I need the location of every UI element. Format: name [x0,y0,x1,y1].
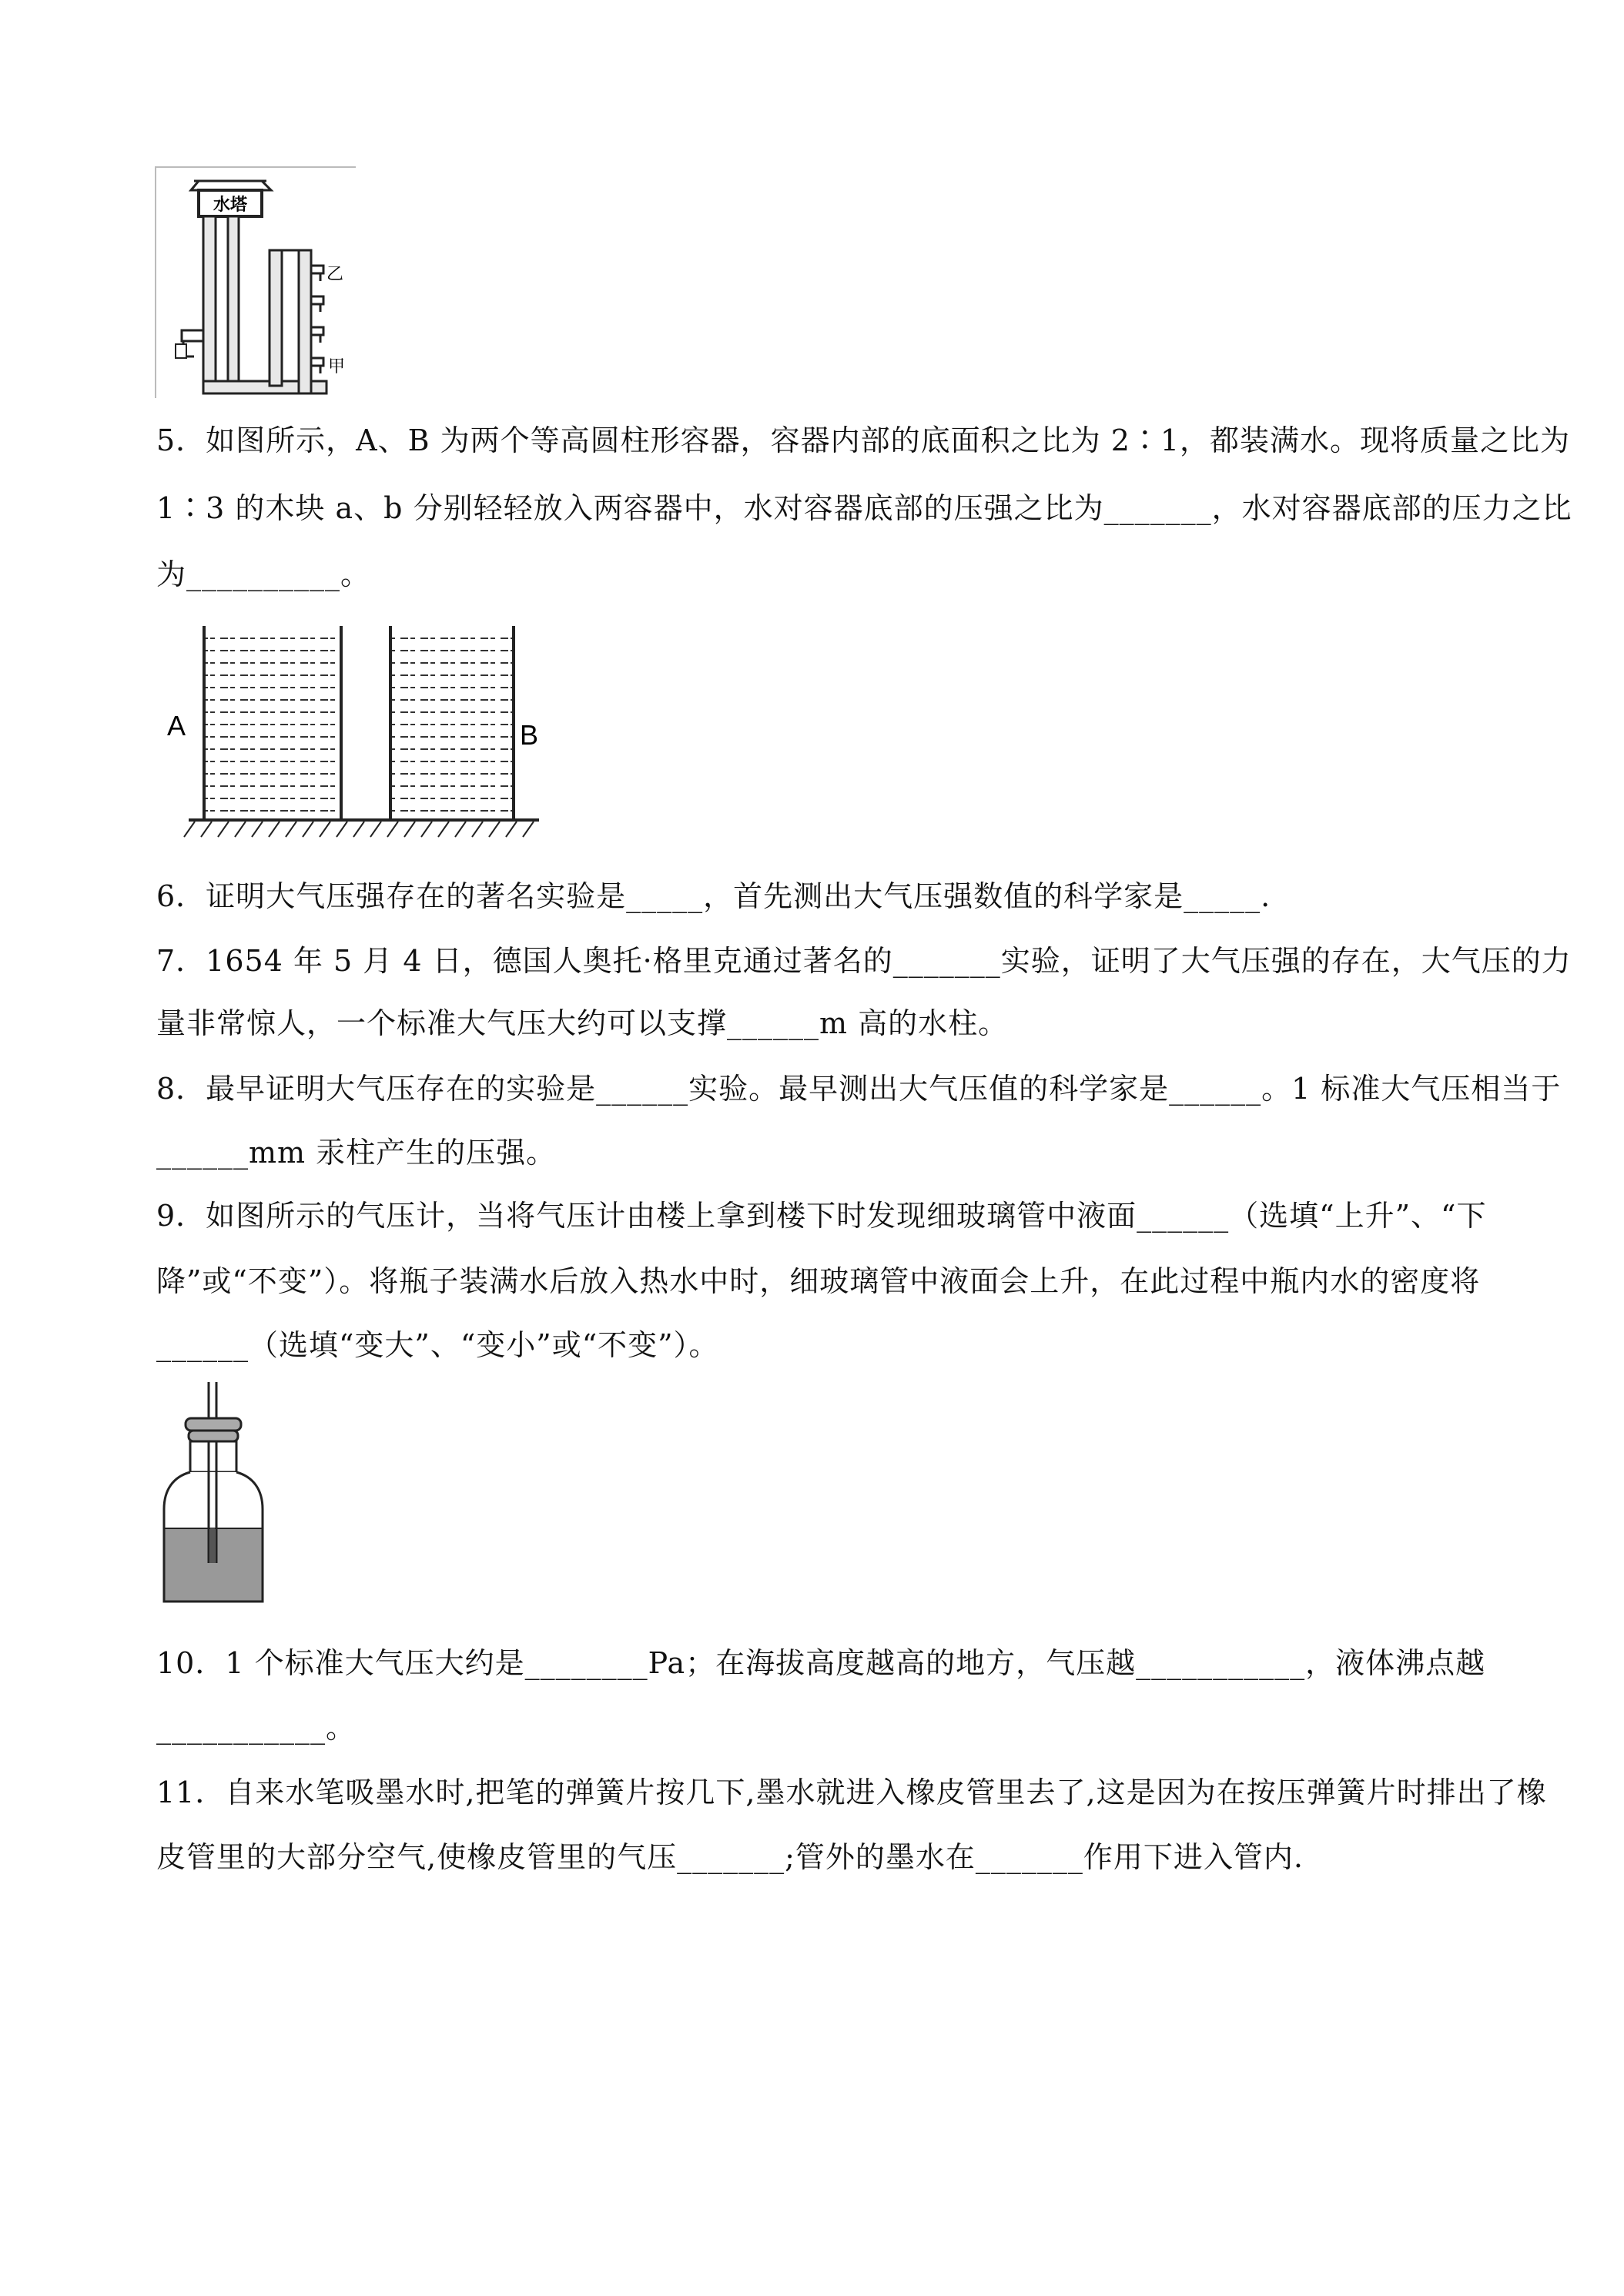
q10-line-2: ___________。 [156,1711,357,1745]
q5-line-3: 为__________。 [156,557,371,591]
q6-line-1: 6．证明大气压强存在的著名实验是_____，首先测出大气压强数值的科学家是_____. [156,879,1271,913]
q9-line-1: 9．如图所示的气压计，当将气压计由楼上拿到楼下时发现细玻璃管中液面______（选填“上升”、“下 [156,1199,1487,1233]
container-a-label: A [167,710,186,741]
tap-upper-label: 乙 [326,264,344,283]
q11-line-1: 11．自来水笔吸墨水时,把笔的弹簧片按几下,墨水就进入橡皮管里去了,这是因为在按压弹簧片时排出了橡 [156,1776,1547,1809]
containers-figure [158,620,558,851]
water-tower-label: 水塔 [213,195,248,214]
water-tower-figure [154,166,360,400]
q7-line-1: 7．1654 年 5 月 4 日，德国人奥托·格里克通过著名的_______实验，证明了大气压强的存在，大气压的力 [156,944,1572,978]
q8-line-2: ______mm 汞柱产生的压强。 [156,1136,557,1170]
q7-line-2: 量非常惊人，一个标准大气压大约可以支撑______m 高的水柱。 [156,1006,1009,1040]
q5-line-2: 1∶3 的木块 a、b 分别轻轻放入两容器中，水对容器底部的压强之比为_______，水对容器底部的压力之比 [156,491,1572,525]
q5-line-1: 5．如图所示，A、B 为两个等高圆柱形容器，容器内部的底面积之比为 2∶1，都装满水。现将质量之比为 [156,423,1571,457]
q9-line-2: 降”或“不变”）。将瓶子装满水后放入热水中时，细玻璃管中液面会上升，在此过程中瓶内水的密度将 [156,1264,1481,1298]
q10-line-1: 10．1 个标准大气压大约是________Pa；在海拔高度越高的地方，气压越___________，液体沸点越 [156,1646,1486,1680]
q9-line-3: ______（选填“变大”、“变小”或“不变”）。 [156,1328,719,1362]
tap-lower-label: 甲 [328,356,346,376]
container-b-label: B [520,719,539,751]
q8-line-1: 8．最早证明大气压存在的实验是______实验。最早测出大气压值的科学家是______。1 标准大气压相当于 [156,1072,1562,1106]
barometer-bottle-figure [158,1378,289,1609]
q11-line-2: 皮管里的大部分空气,使橡皮管里的气压_______;管外的墨水在_______作用下进入管内. [156,1840,1304,1874]
